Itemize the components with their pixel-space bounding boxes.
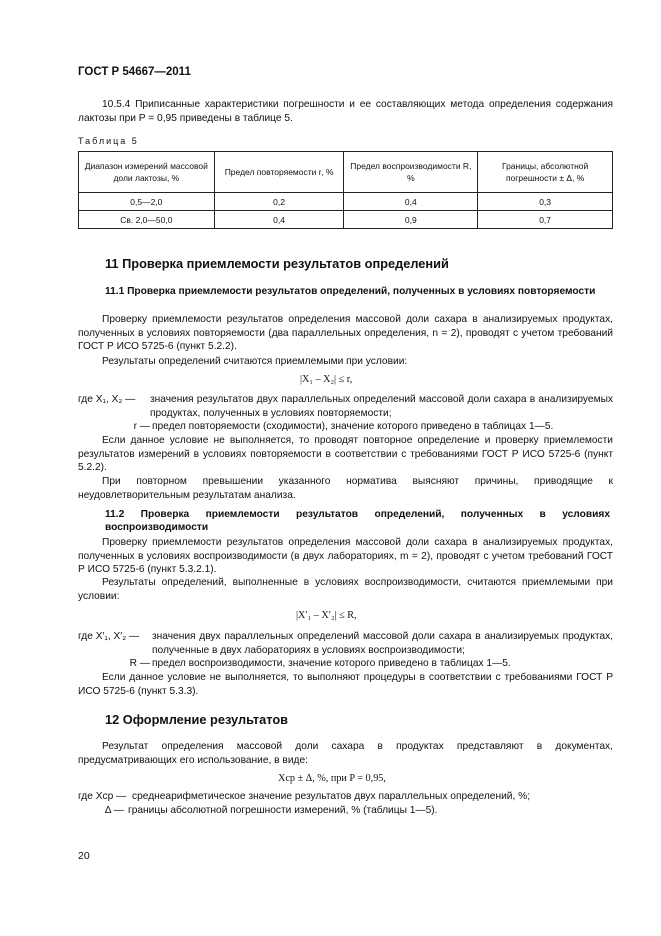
s111-paragraph-3: Если данное условие не выполняется, то проводят повторное определение и проверку приемлемости результатов измерений в условиях повторяемости в соответствии с требованиями ГОСТ Р ИСО 5725-6 (пункт 5.2.2). bbox=[78, 435, 613, 473]
s12-def-1-text: среднеарифметическое значение результатов двух параллельных определений, %; bbox=[132, 791, 531, 802]
s112-def-2-term: R — bbox=[129, 658, 150, 669]
s112-paragraph-1: Проверку приемлемости результатов определения массовой доли сахара в анализируемых продуктах, полученных в условиях воспроизводимости (в двух лабораториях, m = 2), проводят с учетом требований ГОСТ Р ИСО 5725-6 (пункт 5.3.2.1). bbox=[78, 537, 613, 575]
intro-paragraph: 10.5.4 Приписанные характеристики погрешности и ее составляющих метода определения содержания лактозы при P = 0,95 приведены в таблице 5. bbox=[78, 99, 613, 124]
table-cell: Св. 2,0—50,0 bbox=[79, 211, 215, 229]
table-5 bbox=[78, 151, 613, 229]
s112-formula: |X′₁ – X′₂| ≤ R, bbox=[296, 610, 357, 621]
s111-paragraph-1: Проверку приемлемости результатов определения массовой доли сахара в анализируемых продуктах, полученных в условиях повторяемости (два параллельных определения, n = 2), проводят с учетом требований ГОСТ Р ИСО 5725-6 (пункт 5.2.2). bbox=[78, 314, 613, 352]
document-code: ГОСТ Р 54667—2011 bbox=[78, 66, 191, 78]
s12-def-2-term: Δ — bbox=[104, 805, 124, 816]
s112-def-2-text: предел воспроизводимости, значение которого приведено в таблицах 1—5. bbox=[152, 658, 511, 669]
s112-paragraph-2: Результаты определений, выполненные в условиях воспроизводимости, считаются приемлемыми при условии: bbox=[78, 577, 613, 602]
table-caption: Таблица 5 bbox=[78, 136, 139, 146]
section-11-1-title: 11.1 Проверка приемлемости результатов определений, полученных в условиях повторяемости bbox=[105, 286, 596, 297]
table-cell: 0,7 bbox=[478, 211, 613, 229]
s112-def-1-text: значения двух параллельных определений массовой доли сахара в анализируемых продуктах, полученные в двух лабораториях в условиях воспроизводимости; bbox=[152, 631, 613, 656]
s12-def-1-term: где Xср — bbox=[78, 791, 127, 802]
s111-def-2-text: предел повторяемости (сходимости), значение которого приведено в таблицах 1—5. bbox=[152, 421, 554, 432]
table-header-cell: Границы, абсолютной погрешности ± Δ, % bbox=[478, 152, 613, 193]
table-cell: 0,4 bbox=[214, 211, 344, 229]
table-cell: 0,3 bbox=[478, 193, 613, 211]
page-number: 20 bbox=[78, 850, 90, 862]
table-cell: 0,5—2,0 bbox=[79, 193, 215, 211]
s12-formula: Xср ± Δ, %, при P = 0,95, bbox=[278, 773, 386, 784]
table-cell: 0,4 bbox=[344, 193, 478, 211]
table-row bbox=[79, 193, 613, 211]
table-cell: 0,2 bbox=[214, 193, 344, 211]
section-11-title: 11 Проверка приемлемости результатов определений bbox=[105, 256, 449, 271]
s111-paragraph-2: Результаты определений считаются приемлемыми при условии: bbox=[102, 356, 408, 367]
s111-paragraph-4: При повторном превышении указанного норматива выясняют причины, приводящие к неудовлетворительным результатам анализа. bbox=[78, 476, 613, 501]
s111-formula: |X₁ – X₂| ≤ r, bbox=[300, 374, 353, 385]
s111-def-2-term: r — bbox=[133, 421, 150, 432]
s112-def-1-term: где X′₁, X′₂ — bbox=[78, 631, 140, 642]
table-header-row bbox=[79, 152, 613, 193]
section-11-2-title: 11.2 Проверка приемлемости результатов определений, полученных в условиях воспроизводимости bbox=[105, 509, 610, 533]
section-12-title: 12 Оформление результатов bbox=[105, 712, 289, 727]
s111-def-1-term: где X₁, X₂ — bbox=[78, 394, 136, 405]
table-cell: 0,9 bbox=[344, 211, 478, 229]
s12-def-2-text: границы абсолютной погрешности измерений, % (таблицы 1—5). bbox=[128, 805, 438, 816]
table-header-cell: Предел воспроизводимости R, % bbox=[344, 152, 478, 193]
s112-paragraph-3: Если данное условие не выполняется, то выполняют процедуры в соответствии с требованиями ГОСТ Р ИСО 5725-6 (пункт 5.3.3). bbox=[78, 672, 613, 697]
table-header-cell: Предел повторяемости r, % bbox=[214, 152, 344, 193]
table-row bbox=[79, 211, 613, 229]
s111-def-1-text: значения результатов двух параллельных определений массовой доли сахара в анализируемых продуктах, полученных в условиях повторяемости; bbox=[150, 394, 613, 419]
s12-paragraph-1: Результат определения массовой доли сахара в продуктах представляют в документах, предусматривающих его использование, в виде: bbox=[78, 741, 613, 766]
table-header-cell: Диапазон измерений массовой доли лактозы, % bbox=[79, 152, 215, 193]
